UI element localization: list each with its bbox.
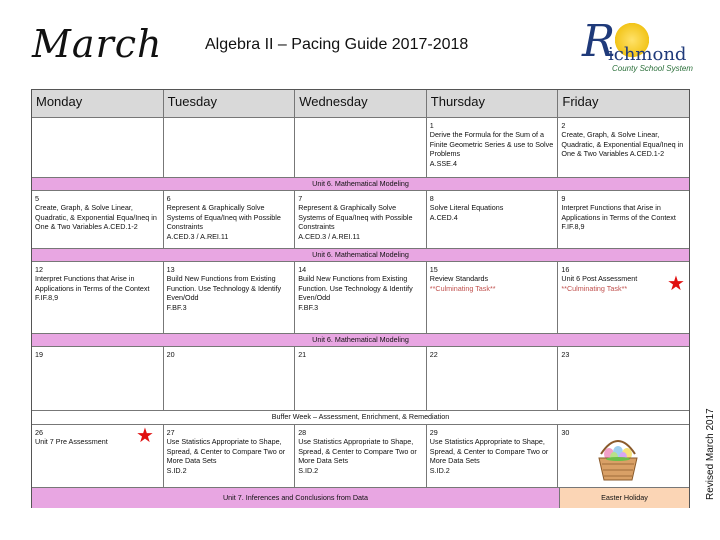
unit-band: Unit 6. Mathematical Modeling xyxy=(32,334,689,347)
page-title: Algebra II – Pacing Guide 2017-2018 xyxy=(205,36,469,53)
day-cell: 2 Create, Graph, & Solve Linear, Quadratic, & Exponential Equa/Ineq in One & Two Variables A.CED.1-2 xyxy=(558,118,689,178)
culminating-note: **Culminating Task** xyxy=(561,283,628,293)
day-cell xyxy=(295,118,427,178)
star-icon: ★ xyxy=(136,425,154,447)
day-cell: 19 xyxy=(32,347,164,411)
day-cell: 13 Build New Functions from Existing Function. Use Technology & Identify Even/Odd F.BF.3 xyxy=(164,262,296,334)
day-cell xyxy=(164,118,296,178)
day-header-thursday: Thursday xyxy=(427,90,559,118)
week-row xyxy=(32,191,689,249)
day-cell: 29 Use Statistics Appropriate to Shape, Spread, & Center to Compare Two or More Data Sets S.ID.2 xyxy=(427,425,559,488)
unit-band: Unit 6. Mathematical Modeling xyxy=(32,178,689,191)
day-header-wednesday: Wednesday xyxy=(295,90,427,118)
day-cell: 12 Interpret Functions that Arise in Applications in Terms of the Context F.IF.8,9 xyxy=(32,262,164,334)
day-cell: 5 Create, Graph, & Solve Linear, Quadratic, & Exponential Equa/Ineq in One & Two Variables A.CED.1-2 xyxy=(32,191,164,249)
day-cell-text: 16 Unit 6 Post Assessment xyxy=(561,265,638,284)
day-header-friday: Friday xyxy=(558,90,689,118)
day-cell: 6 Represent & Graphically Solve Systems of Equa/Ineq with Possible Constraints A.CED.3 / A.REI.11 xyxy=(164,191,296,249)
day-cell: 23 xyxy=(558,347,689,411)
day-cell: 1 Derive the Formula for the Sum of a Finite Geometric Series & use to Solve Problems A.SSE.4 xyxy=(427,118,559,178)
unit-band: Unit 7. Inferences and Conclusions from Data xyxy=(32,488,560,508)
logo-name: ichmond xyxy=(608,44,687,65)
day-cell: 20 xyxy=(164,347,296,411)
star-icon: ★ xyxy=(667,273,685,295)
day-cell: 7 Represent & Graphically Solve Systems of Equa/Ineq with Possible Constraints A.CED.3 / A.REI.11 xyxy=(295,191,427,249)
day-header-row xyxy=(32,90,689,118)
buffer-band: Buffer Week – Assessment, Enrichment, & Remediation xyxy=(32,411,689,425)
logo-letter: R xyxy=(582,16,616,67)
week-row xyxy=(32,262,689,334)
day-header-monday: Monday xyxy=(32,90,164,118)
day-cell-review xyxy=(427,262,559,334)
month-title: March xyxy=(32,22,163,66)
holiday-band: Easter Holiday xyxy=(560,488,689,508)
day-header-tuesday: Tuesday xyxy=(164,90,296,118)
week-row xyxy=(32,425,689,488)
day-cell: 27 Use Statistics Appropriate to Shape, Spread, & Center to Compare Two or More Data Sets S.ID.2 xyxy=(164,425,296,488)
revised-note: Revised March 2017 xyxy=(705,408,716,500)
culminating-note: **Culminating Task** xyxy=(429,283,496,293)
day-cell: 9 Interpret Functions that Arise in Applications in Terms of the Context F.IF.8,9 xyxy=(558,191,689,249)
school-logo xyxy=(578,16,698,76)
week-row xyxy=(32,347,689,411)
easter-basket-icon xyxy=(593,432,643,484)
day-cell: 21 xyxy=(295,347,427,411)
day-cell: 30 xyxy=(558,425,689,488)
week-row xyxy=(32,118,689,178)
unit-band: Unit 6. Mathematical Modeling xyxy=(32,249,689,262)
day-cell: 8 Solve Literal Equations A.CED.4 xyxy=(427,191,559,249)
day-cell xyxy=(32,118,164,178)
day-cell: 22 xyxy=(427,347,559,411)
day-cell: 28 Use Statistics Appropriate to Shape, Spread, & Center to Compare Two or More Data Sets S.ID.2 xyxy=(295,425,427,488)
logo-subtitle: County School System xyxy=(612,64,693,73)
day-cell: 26 Unit 7 Pre Assessment xyxy=(32,425,164,488)
day-cell-text: 15 Review Standards xyxy=(429,265,489,284)
calendar-grid xyxy=(31,89,690,508)
day-cell: 14 Build New Functions from Existing Function. Use Technology & Identify Even/Odd F.BF.3 xyxy=(295,262,427,334)
